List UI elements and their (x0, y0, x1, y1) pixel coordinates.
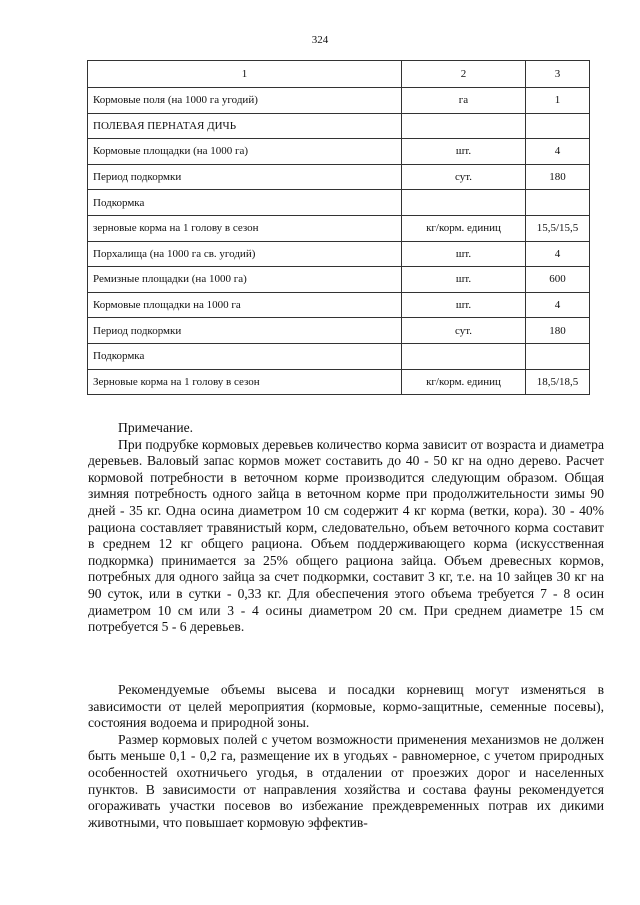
table-cell-col-2: сут. (402, 318, 526, 344)
table-cell-col-2: шт. (402, 292, 526, 318)
header-cell-1: 1 (88, 61, 402, 88)
table-cell-col-1: зерновые корма на 1 голову в сезон (88, 215, 402, 241)
table-cell-col-1: Кормовые площадки (на 1000 га) (88, 139, 402, 165)
table-cell-col-1: Период подкормки (88, 164, 402, 190)
table-row (88, 113, 590, 139)
table-cell-col-3: 4 (526, 139, 590, 165)
note-paragraph: При подрубке кормовых деревьев количество корма зависит от возраста и диаметра деревьев. Валовый запас кормов может составить до 40 - 50 кг на одно дерево. Расчет кормовой потребности в веточном корме производится следующим образом. Общая зимняя потребность одного зайца в веточном корме при продолжительности зимы 90 дней - 35 кг. Одна осина диаметром 10 см содержит 4 кг корма (ветки, кора). 30 - 40% рациона составляет травянистый корм, следовательно, объем веточного корма составит в среднем 12 кг общего рациона. Объем поддерживающего корма (искусственная подкормка) принимается за 25% общего рациона зайца. Объем древесных кормов, потребных для одного зайца за счет подкормки, составит 3 кг, т.е. на 10 зайцев 30 кг на 90 суток, или в сутки - 0,33 кг. Для обеспечения этого объема требуется 7 - 8 осин диаметром 10 см или 3 - 4 осины диаметром 20 см. При среднем диаметре 15 см потребуется 5 - 6 деревьев. (88, 436, 604, 635)
table-cell-col-1: ПОЛЕВАЯ ПЕРНАТАЯ ДИЧЬ (88, 113, 402, 139)
table-cell-col-2: шт. (402, 241, 526, 267)
header-cell-2: 2 (402, 61, 526, 88)
table-row (88, 215, 590, 241)
table-row (88, 369, 590, 395)
table-cell-col-1: Подкормка (88, 343, 402, 369)
body-paragraph-2: Размер кормовых полей с учетом возможности применения механизмов не должен быть меньше 0,1 - 0,2 га, размещение их в угодьях - равномерное, с учетом природных особенностей охотничьего угодья, в отдалении от проезжих дорог и населенных пунктов. В зависимости от направления хозяйства и состава фауны рекомендуется огораживать участки посевов во избежание преждевременных потрав их дикими животными, что повышает кормовую эффектив- (88, 731, 604, 830)
table-cell-col-2: сут. (402, 164, 526, 190)
table-row (88, 292, 590, 318)
table-cell-col-3: 4 (526, 241, 590, 267)
header-cell-3: 3 (526, 61, 590, 88)
table-cell-col-1: Кормовые поля (на 1000 га угодий) (88, 88, 402, 114)
table-row (88, 267, 590, 293)
table-cell-col-3 (526, 113, 590, 139)
table-cell-col-3 (526, 190, 590, 216)
data-table (87, 60, 590, 395)
table-cell-col-2: шт. (402, 267, 526, 293)
table-cell-col-3: 4 (526, 292, 590, 318)
table-cell-col-1: Подкормка (88, 190, 402, 216)
table-row (88, 318, 590, 344)
table-cell-col-2: кг/корм. единиц (402, 215, 526, 241)
table-row (88, 88, 590, 114)
table-row (88, 139, 590, 165)
table-row (88, 343, 590, 369)
table-row (88, 241, 590, 267)
table-cell-col-2: кг/корм. единиц (402, 369, 526, 395)
table-header-row (88, 61, 590, 88)
table-cell-col-3: 1 (526, 88, 590, 114)
body-paragraph-1: Рекомендуемые объемы высева и посадки корневищ могут изменяться в зависимости от целей мероприятия (кормовые, кормо-защитные, семенные посевы), состояния водоема и природной зоны. (88, 682, 604, 731)
table-cell-col-1: Порхалища (на 1000 га св. угодий) (88, 241, 402, 267)
table-cell-col-3: 15,5/15,5 (526, 215, 590, 241)
table-cell-col-3 (526, 343, 590, 369)
table-cell-col-1: Зерновые корма на 1 голову в сезон (88, 369, 402, 395)
table-cell-col-3: 180 (526, 164, 590, 190)
table-cell-col-3: 180 (526, 318, 590, 344)
table-row (88, 164, 590, 190)
table-cell-col-1: Период подкормки (88, 318, 402, 344)
table-cell-col-2 (402, 113, 526, 139)
table-cell-col-3: 600 (526, 267, 590, 293)
table-cell-col-1: Ремизные площадки (на 1000 га) (88, 267, 402, 293)
table-cell-col-1: Кормовые площадки на 1000 га (88, 292, 402, 318)
page-number: 324 (311, 34, 329, 46)
body-section (88, 682, 604, 831)
note-section (88, 420, 604, 636)
table-cell-col-2 (402, 343, 526, 369)
table-cell-col-2: га (402, 88, 526, 114)
note-title: Примечание. (118, 420, 194, 435)
table-row (88, 190, 590, 216)
table-body (88, 61, 590, 395)
table-cell-col-2: шт. (402, 139, 526, 165)
table-cell-col-3: 18,5/18,5 (526, 369, 590, 395)
table-cell-col-2 (402, 190, 526, 216)
